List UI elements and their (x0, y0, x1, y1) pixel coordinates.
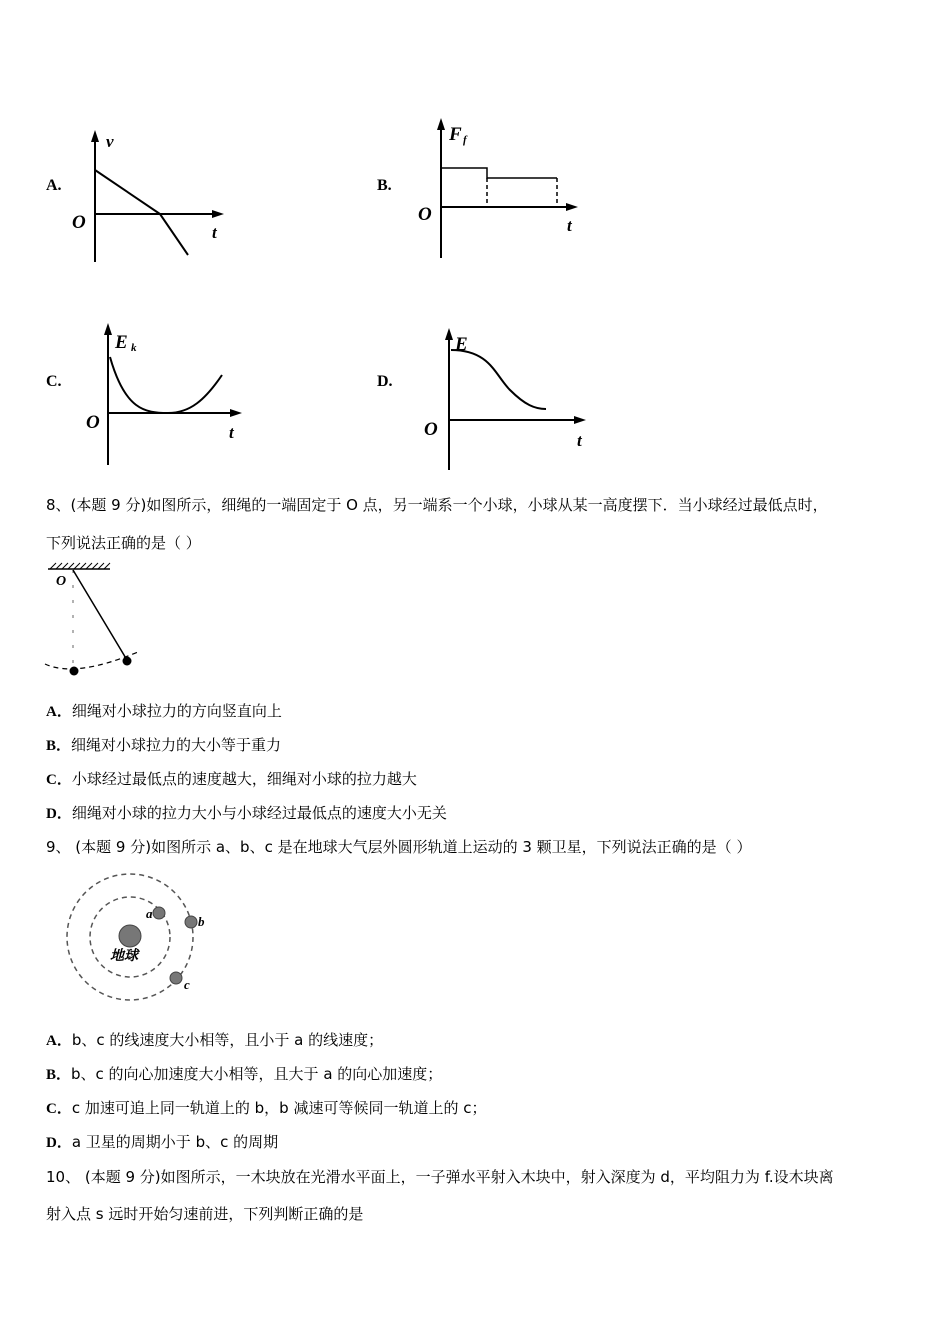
option-text: 细绳对小球拉力的大小等于重力 (71, 736, 282, 754)
axis-label-e: E (455, 334, 468, 355)
option-c-label: C. (46, 373, 62, 390)
question-10-stem-line1: 10、 (本题 9 分)如图所示，一木块放在光滑水平面上，一子弹水平射入木块中，射入深度为 d，平均阻力为 f.设木块离 (46, 1168, 834, 1186)
earth-label: 地球 (110, 949, 138, 964)
axis-label-f: F (449, 124, 462, 145)
option-key: A． (46, 704, 72, 720)
option-text: 细绳对小球的拉力大小与小球经过最低点的速度大小无关 (71, 804, 447, 822)
satellite-b-label: b (198, 914, 205, 929)
option-text: b、c 的线速度大小相等，且小于 a 的线速度； (71, 1031, 384, 1049)
axis-label-sub: k (131, 342, 137, 354)
question-8-stem-line2: 下列说法正确的是（ ） (46, 534, 201, 552)
option-text: b、c 的向心加速度大小相等，且大于 a 的向心加速度； (71, 1065, 443, 1083)
option-key: C． (46, 772, 72, 788)
origin-label: O (86, 412, 100, 433)
axis-label-t: t (229, 423, 234, 442)
axis-label-e: E (115, 332, 128, 353)
q8-option-a[interactable] (46, 700, 282, 721)
axis-label-v: v (106, 132, 114, 151)
q9-option-c[interactable] (46, 1097, 486, 1118)
axis-label-t: t (212, 223, 217, 242)
q9-option-d[interactable] (46, 1131, 278, 1152)
option-d-label: D. (377, 373, 393, 390)
question-9-stem: 9、 (本题 9 分)如图所示 a、b、c 是在地球大气层外圆形轨道上运动的 3 颗卫星，下列说法正确的是（ ） (46, 838, 752, 856)
option-text: c 加速可追上同一轨道上的 b，b 减速可等候同一轨道上的 c； (71, 1099, 487, 1117)
q8-option-c[interactable] (46, 768, 417, 789)
axis-label-t: t (567, 216, 572, 235)
option-b-label: B. (377, 177, 392, 194)
option-key: C． (46, 1101, 72, 1117)
origin-label: O (424, 419, 438, 440)
satellite-c-label: c (184, 977, 190, 992)
origin-label: O (72, 212, 86, 233)
q8-option-b[interactable] (46, 734, 281, 755)
point-o-label: O (56, 574, 67, 589)
option-text: a 卫星的周期小于 b、c 的周期 (71, 1133, 279, 1151)
origin-label: O (418, 204, 432, 225)
satellite-a-label: a (146, 906, 153, 921)
axis-label-sub: f (463, 134, 467, 146)
option-key: B． (46, 738, 72, 754)
q9-option-a[interactable] (46, 1029, 383, 1050)
option-text: 细绳对小球拉力的方向竖直向上 (71, 702, 282, 720)
option-key: D． (46, 1135, 72, 1151)
axis-label-t: t (577, 431, 582, 450)
option-key: A． (46, 1033, 72, 1049)
question-8-stem-line1: 8、(本题 9 分)如图所示，细绳的一端固定于 O 点，另一端系一个小球，小球从某一高度摆下．当小球经过最低点时， (46, 496, 828, 514)
option-a-label: A. (46, 177, 62, 194)
option-text: 小球经过最低点的速度越大，细绳对小球的拉力越大 (71, 770, 417, 788)
q8-option-d[interactable] (46, 802, 447, 823)
option-key: B． (46, 1067, 72, 1083)
q9-option-b[interactable] (46, 1063, 442, 1084)
question-10-stem-line2: 射入点 s 远时开始匀速前进，下列判断正确的是 (46, 1205, 364, 1223)
option-key: D． (46, 806, 72, 822)
